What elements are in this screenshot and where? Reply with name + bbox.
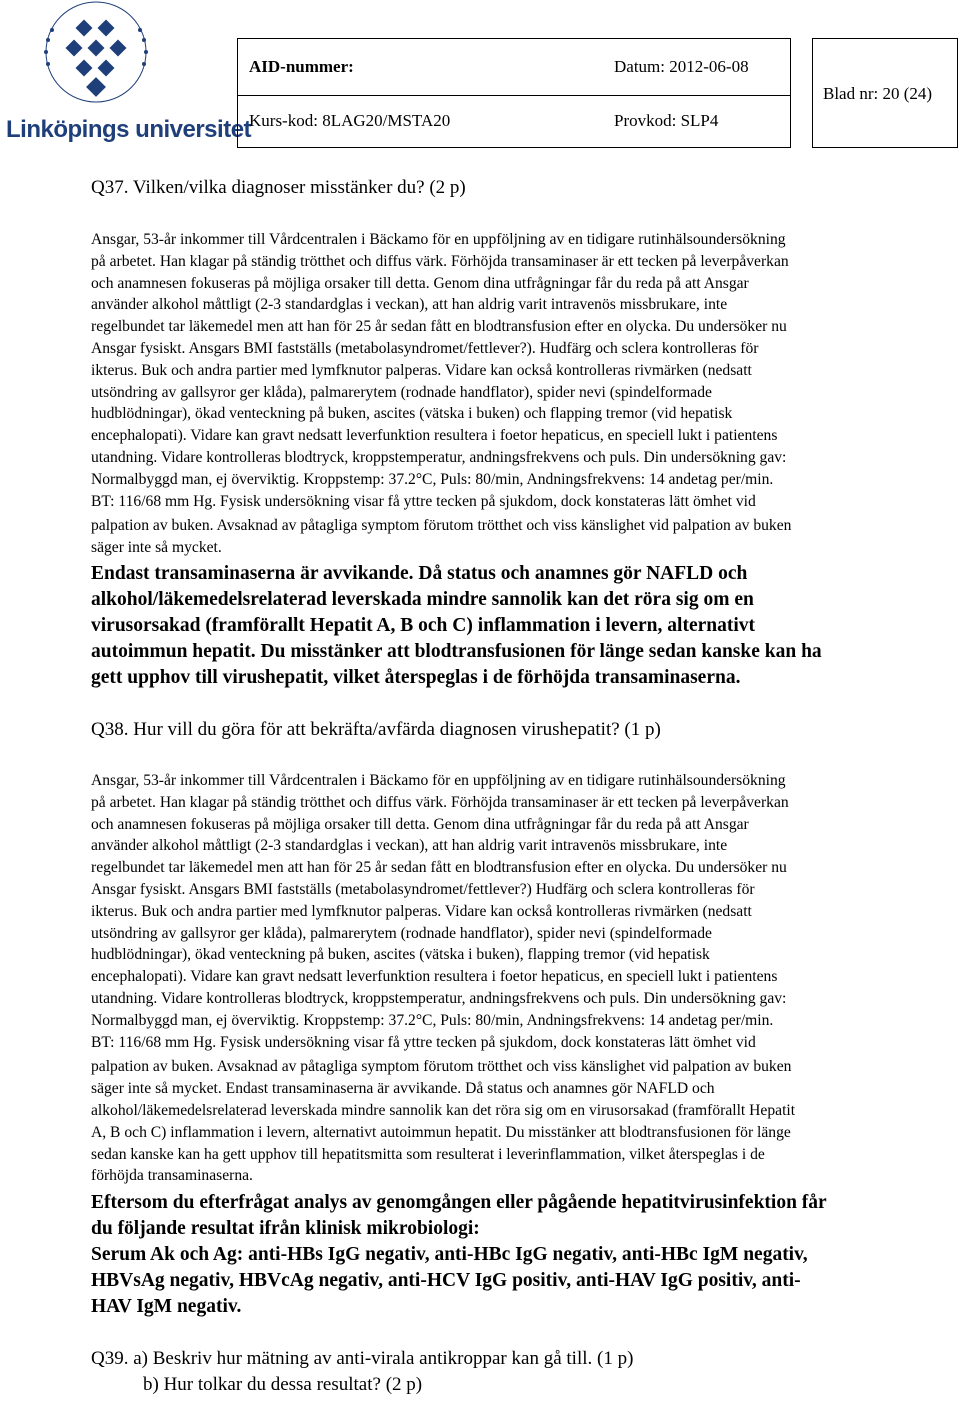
course-code-field: Kurs-kod: 8LAG20/MSTA20	[249, 111, 451, 130]
q38-answer	[91, 1190, 956, 1320]
case-line: A, B och C) inflammation i levern, alternativt autoimmun hepatit. Du misstänker att blodtransfusionen för länge	[91, 1123, 791, 1141]
q37-question: Q37. Vilken/vilka diagnoser misstänker du? (2 p)	[91, 177, 466, 198]
answer-line: Serum Ak och Ag: anti-HBs IgG negativ, anti-HBc IgG negativ, anti-HBc IgM negativ,	[91, 1244, 808, 1265]
case-line: förhöjda transaminaserna.	[91, 1167, 253, 1185]
answer-line: Eftersom du efterfrågat analys av genomgången eller pågående hepatitvirusinfektion får	[91, 1192, 827, 1213]
q37-answer	[91, 561, 956, 691]
page-number-box	[812, 38, 958, 148]
case-line: på arbetet. Han klagar på ständig trötthet och diffus värk. Förhöjda transaminaser är ett tecken på leverpåverkan	[91, 793, 789, 811]
university-seal-icon	[0, 0, 220, 112]
case-line: Ansgar fysiskt. Ansgars BMI fastställs (metabolasyndromet/fettlever?) Hudfärg och sclera kontrolleras för	[91, 880, 755, 898]
q38-case-text	[91, 770, 956, 1187]
case-line: BT: 116/68 mm Hg. Fysisk undersökning visar få yttre tecken på sjukdom, dock konstateras lätt ömhet vid	[91, 1033, 756, 1051]
answer-line: du följande resultat ifrån klinisk mikrobiologi:	[91, 1218, 480, 1239]
answer-line: gett upphov till virushepatit, vilket återspeglas i de förhöjda transaminaserna.	[91, 667, 741, 688]
case-line: Normalbyggd man, ej överviktig. Kroppstemp: 37.2°C, Puls: 80/min, Andningsfrekvens: 14 andetag per/min.	[91, 1011, 774, 1029]
case-line: ikterus. Buk och andra partier med lymfknutor palperas. Vidare kan också kontrolleras rivmärken (nedsatt	[91, 361, 752, 379]
case-line: hudblödningar), ökad venteckning på buken, ascites (vätska i buken), flapping tremor (vid hepatisk	[91, 946, 710, 964]
answer-line: virusorsakad (framförallt Hepatit A, B och C) inflammation i levern, alternativt	[91, 615, 755, 636]
answer-line: HBVsAg negativ, HBVcAg negativ, anti-HCV IgG positiv, anti-HAV IgG positiv, anti-	[91, 1270, 801, 1291]
case-line: Ansgar fysiskt. Ansgars BMI fastställs (metabolasyndromet/fettlever?). Hudfärg och sclera kontrolleras för	[91, 339, 759, 357]
case-line: utsöndring av gallsyror ger klåda), palmarerytem (rodnade handflator), spider nevi (spindelformade	[91, 383, 712, 401]
answer-line: Endast transaminaserna är avvikande. Då status och anamnes gör NAFLD och	[91, 563, 748, 584]
q39-part-b: b) Hur tolkar du dessa resultat? (2 p)	[143, 1374, 423, 1395]
case-line: encephalopati). Vidare kan gravt nedsatt leverfunktion resultera i foetor hepaticus, en speciell lukt i patientens	[91, 427, 778, 445]
answer-line: autoimmun hepatit. Du misstänker att blodtransfusionen för länge sedan kanske kan ha	[91, 641, 822, 662]
case-line: säger inte så mycket.	[91, 539, 222, 557]
case-line: använder alkohol måttligt (2-3 standardglas i veckan), att han aldrig varit intravenös missbrukare, inte	[91, 296, 728, 314]
date-field: Datum: 2012-06-08	[614, 57, 749, 76]
header-divider	[238, 95, 790, 96]
case-line: hudblödningar), ökad venteckning på buken, ascites (vätska i buken) och flapping tremor (vid hepatisk	[91, 405, 733, 423]
aid-number-label: AID-nummer:	[249, 57, 354, 76]
answer-line: alkohol/läkemedelsrelaterad leverskada mindre sannolik kan det röra sig om en	[91, 589, 754, 610]
page-number: Blad nr: 20 (24)	[823, 84, 933, 103]
case-line: alkohol/läkemedelsrelaterad leverskada mindre sannolik kan det röra sig om en virusorsakad (framförallt Hepatit	[91, 1101, 796, 1119]
exam-code-field: Provkod: SLP4	[614, 111, 719, 130]
case-line: Ansgar, 53-år inkommer till Vårdcentralen i Bäckamo för en uppföljning av en tidigare rutinhälsoundersökning	[91, 772, 786, 789]
logo-wordmark: Linköpings universitet	[6, 116, 252, 143]
university-logo	[0, 0, 252, 148]
case-line: sedan kanske kan ha gett upphov till hepatitsmitta som resulterat i leverinflammation, vilket återspeglas i de	[91, 1145, 765, 1163]
answer-line: HAV IgM negativ.	[91, 1296, 242, 1317]
case-line: på arbetet. Han klagar på ständig trötthet och diffus värk. Förhöjda transaminaser är ett tecken på leverpåverkan	[91, 252, 789, 270]
case-line: utandning. Vidare kontrolleras blodtryck, kroppstemperatur, andningsfrekvens och puls. Din undersökning gav:	[91, 448, 787, 466]
header-box	[237, 38, 791, 148]
case-line: utsöndring av gallsyror ger klåda), palmarerytem (rodnade handflator), spider nevi (spindelformade	[91, 924, 712, 942]
case-line: och anamnesen fokuseras på möjliga orsaker till detta. Genom dina utfrågningar får du reda på att Ansgar	[91, 274, 749, 292]
case-line: använder alkohol måttligt (2-3 standardglas i veckan), att han aldrig varit intravenös missbrukare, inte	[91, 837, 728, 855]
case-line: regelbundet tar läkemedel men att han för 25 år sedan fått en blodtransfusion efter en olycka. Du undersöker nu	[91, 859, 787, 877]
case-line: BT: 116/68 mm Hg. Fysisk undersökning visar få yttre tecken på sjukdom, dock konstateras lätt ömhet vid	[91, 492, 756, 510]
q38-question: Q38. Hur vill du göra för att bekräfta/avfärda diagnosen virushepatit? (1 p)	[91, 719, 661, 740]
case-line: palpation av buken. Avsaknad av påtagliga symptom förutom trötthet och viss känslighet vid palpation av buken	[91, 1058, 792, 1076]
q37-case-text	[91, 229, 956, 559]
case-line: palpation av buken. Avsaknad av påtagliga symptom förutom trötthet och viss känslighet vid palpation av buken	[91, 517, 792, 535]
case-line: encephalopati). Vidare kan gravt nedsatt leverfunktion resultera i foetor hepaticus, en speciell lukt i patientens	[91, 968, 778, 986]
case-line: säger inte så mycket. Endast transaminaserna är avvikande. Då status och anamnes gör NAFLD och	[91, 1080, 715, 1098]
q39-question: Q39. a) Beskriv hur mätning av anti-virala antikroppar kan gå till. (1 p)	[91, 1348, 634, 1369]
case-line: ikterus. Buk och andra partier med lymfknutor palperas. Vidare kan också kontrolleras rivmärken (nedsatt	[91, 902, 752, 920]
case-line: regelbundet tar läkemedel men att han för 25 år sedan fått en blodtransfusion efter en olycka. Du undersöker nu	[91, 318, 787, 336]
case-line: Normalbyggd man, ej överviktig. Kroppstemp: 37.2°C, Puls: 80/min, Andningsfrekvens: 14 andetag per/min.	[91, 470, 774, 488]
case-line: Ansgar, 53-år inkommer till Vårdcentralen i Bäckamo för en uppföljning av en tidigare rutinhälsoundersökning	[91, 231, 786, 248]
case-line: utandning. Vidare kontrolleras blodtryck, kroppstemperatur, andningsfrekvens och puls. Din undersökning gav:	[91, 989, 787, 1007]
case-line: och anamnesen fokuseras på möjliga orsaker till detta. Genom dina utfrågningar får du reda på att Ansgar	[91, 815, 749, 833]
